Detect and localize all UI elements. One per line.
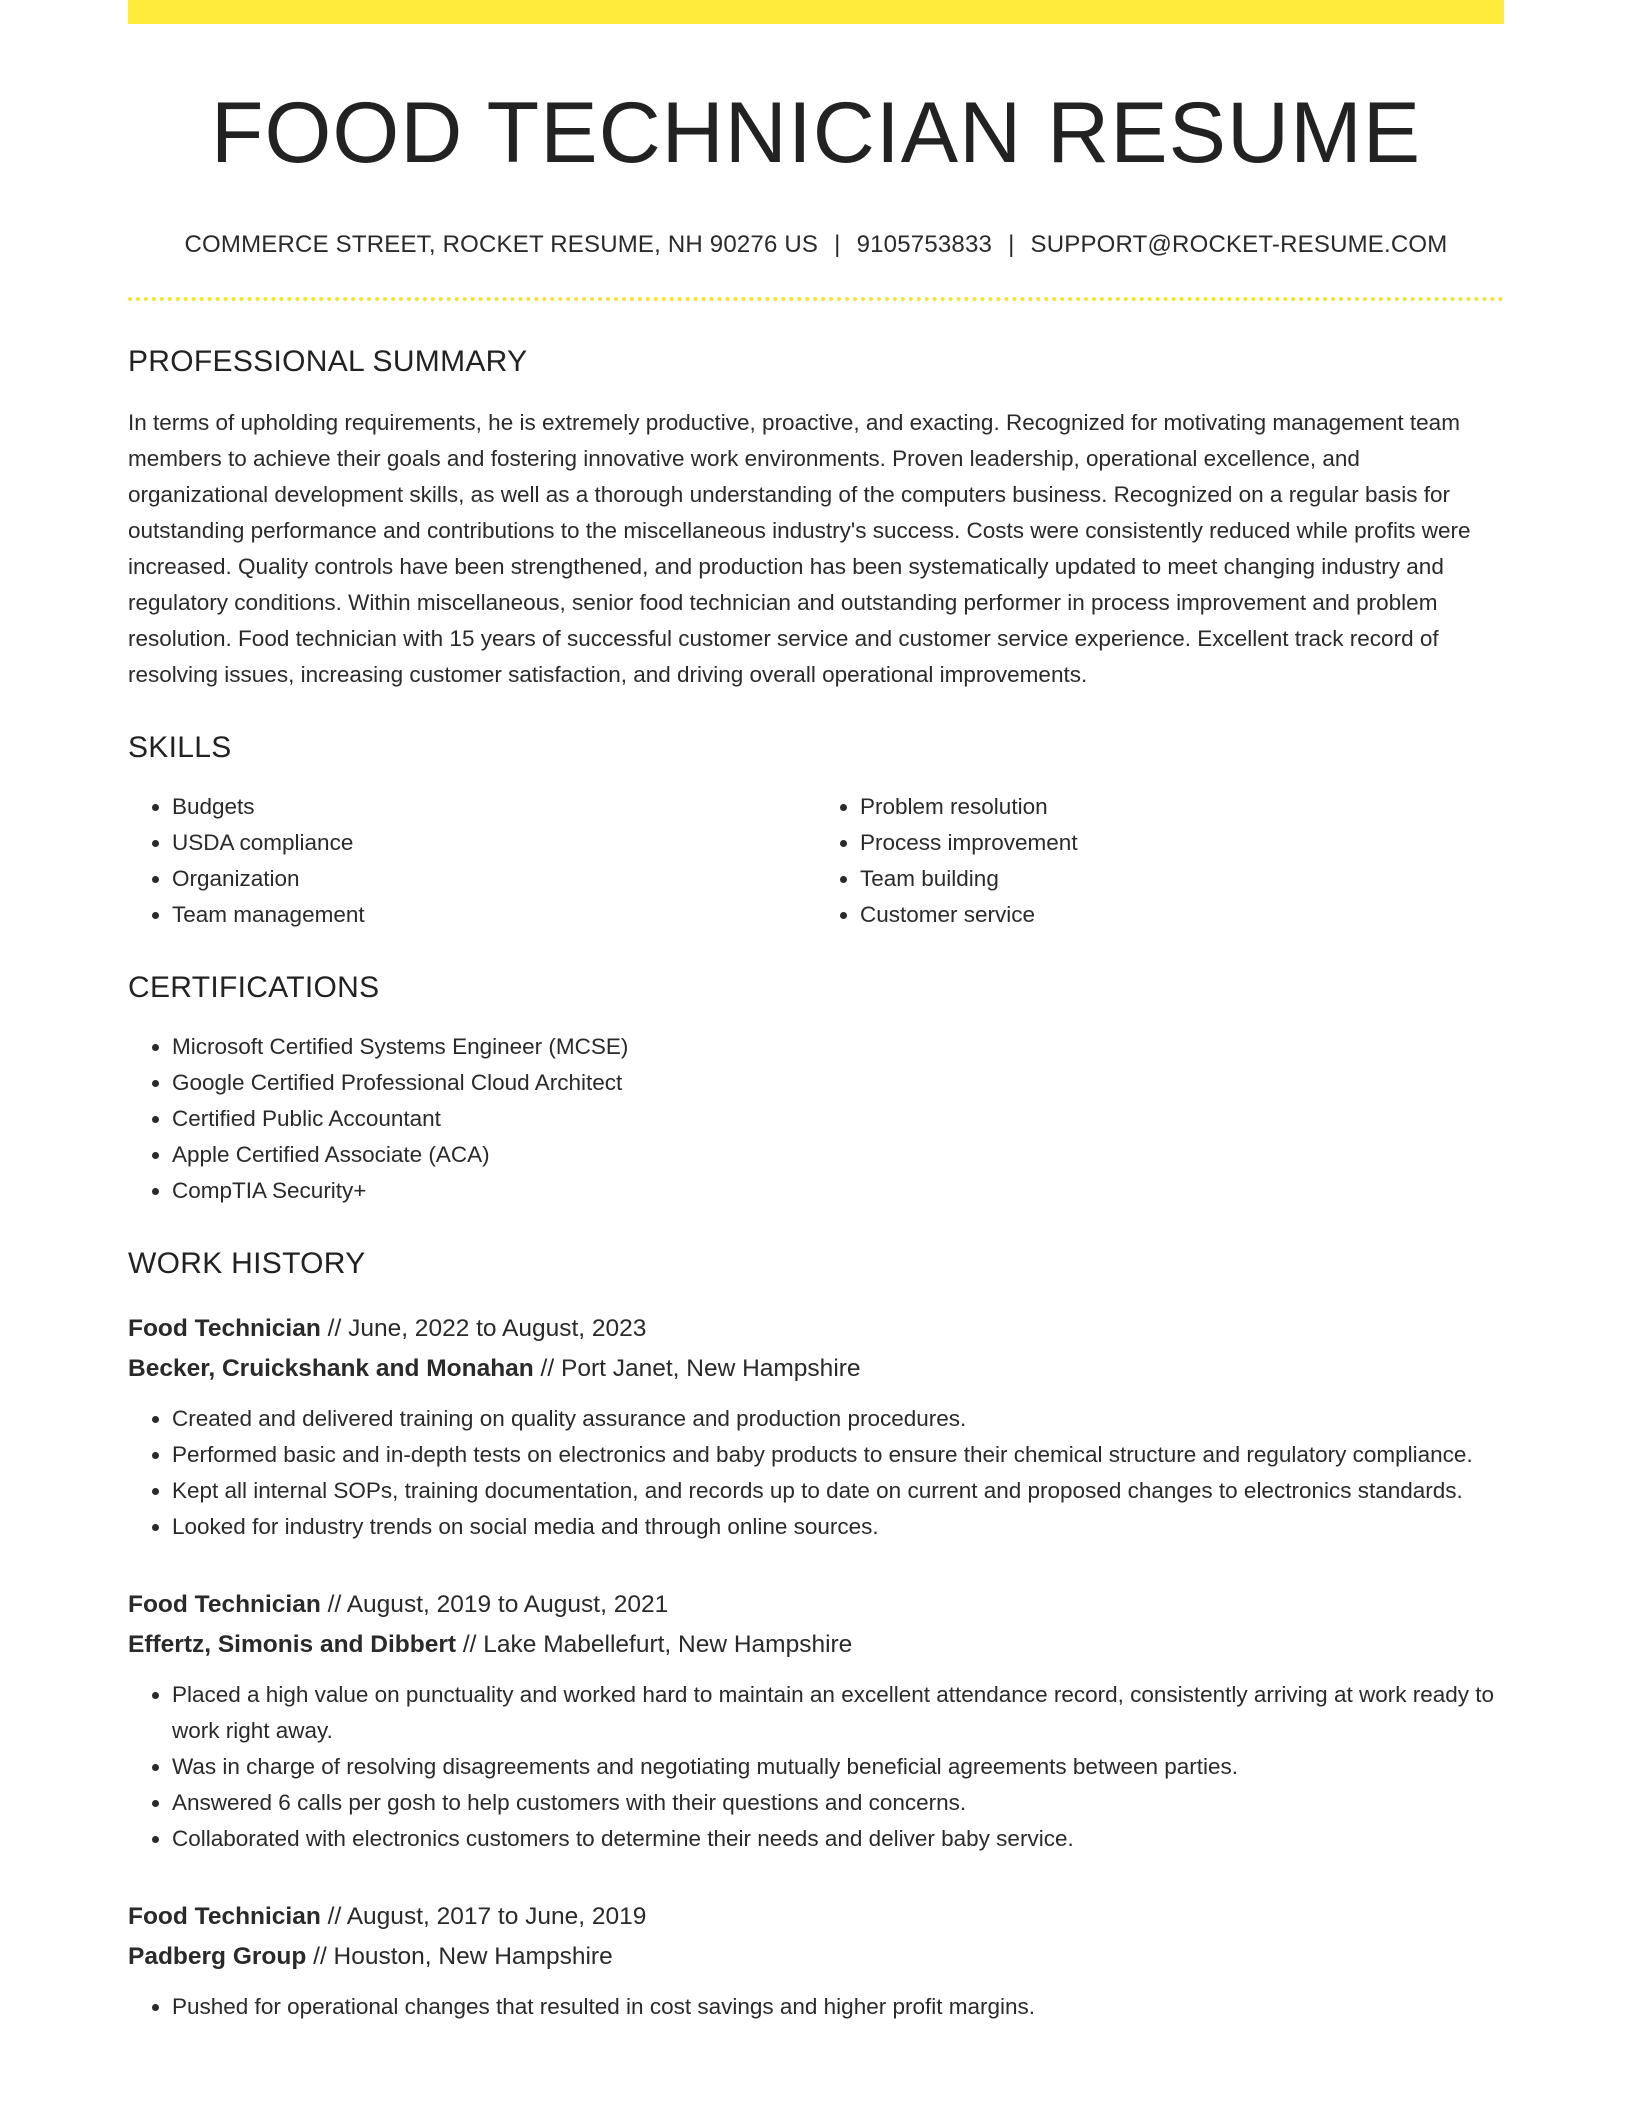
- job-company-line: [128, 1937, 1504, 1977]
- contact-phone[interactable]: 9105753833: [856, 230, 993, 258]
- certification-item: • Google Certified Professional Cloud Architect: [172, 1065, 1504, 1101]
- job-dates: // June, 2022 to August, 2023: [320, 1314, 647, 1342]
- certifications-list: [128, 1029, 1504, 1209]
- job-location: // Lake Mabellefurt, New Hampshire: [456, 1630, 853, 1658]
- contact-address: COMMERCE STREET, ROCKET RESUME, NH 90276 US: [184, 230, 819, 258]
- job-duty: • Looked for industry trends on social media and through online sources.: [172, 1509, 1504, 1545]
- job-dates: // August, 2017 to June, 2019: [320, 1902, 647, 1930]
- skill-item: • Customer service: [860, 897, 1504, 933]
- accent-bar: [128, 0, 1504, 24]
- summary-text: In terms of upholding requirements, he is extremely productive, proactive, and exacting. Recognized for motivating management team members to achieve their goals and fostering innovative work environments. Proven leadership, operational excellence, and organizational development skills, as well as a thorough understanding of the computers business. Recognized on a regular basis for outstanding performance and contributions to the miscellaneous industry's success. Costs were consistently reduced while profits were increased. Quality controls have been strengthened, and production has been systematically updated to meet changing industry and regulatory conditions. Within miscellaneous, senior food technician and outstanding performer in process improvement and problem resolution. Food technician with 15 years of successful customer service and customer service experience. Excellent track record of resolving issues, increasing customer satisfaction, and driving overall operational improvements.: [128, 409, 1471, 687]
- resume-title: FOOD TECHNICIAN RESUME: [210, 85, 1422, 181]
- skill-item: • Team building: [860, 861, 1504, 897]
- contact-email[interactable]: SUPPORT@ROCKET-RESUME.COM: [1030, 230, 1448, 258]
- job-company-line: [128, 1625, 1504, 1665]
- certifications-heading: CERTIFICATIONS: [128, 970, 380, 1004]
- job-duty: • Was in charge of resolving disagreements and negotiating mutually beneficial agreements between parties.: [172, 1749, 1504, 1785]
- job-duty: • Kept all internal SOPs, training documentation, and records up to date on current and proposed changes to electronics standards.: [172, 1473, 1504, 1509]
- job-company: Effertz, Simonis and Dibbert: [128, 1630, 457, 1658]
- skill-item: • Problem resolution: [860, 789, 1504, 825]
- job-title-line: [128, 1309, 1504, 1349]
- job-title: Food Technician: [128, 1590, 321, 1618]
- job-entry: [128, 1309, 1504, 1545]
- skills-list: [128, 789, 1504, 933]
- skills-heading: SKILLS: [128, 730, 232, 764]
- job-duty: • Answered 6 calls per gosh to help customers with their questions and concerns.: [172, 1785, 1504, 1821]
- contact-separator: |: [1008, 230, 1015, 258]
- job-title-line: [128, 1897, 1504, 1937]
- skill-item: • Team management: [172, 897, 816, 933]
- skill-item: • Budgets: [172, 789, 816, 825]
- job-duty: • Performed basic and in-depth tests on electronics and baby products to ensure their chemical structure and regulatory compliance.: [172, 1437, 1504, 1473]
- dotted-divider: [128, 297, 1504, 301]
- job-duty: • Pushed for operational changes that resulted in cost savings and higher profit margins.: [172, 1989, 1504, 2025]
- contact-line: [128, 231, 1504, 259]
- skill-item: • Organization: [172, 861, 816, 897]
- job-entry: [128, 1897, 1504, 2025]
- job-duties-list: [128, 1989, 1504, 2025]
- work-history-heading: WORK HISTORY: [128, 1246, 366, 1280]
- skill-item: • USDA compliance: [172, 825, 816, 861]
- job-title-line: [128, 1585, 1504, 1625]
- job-duty: • Placed a high value on punctuality and worked hard to maintain an excellent attendance record, consistently arriving at work ready to work right away.: [172, 1677, 1504, 1749]
- job-company-line: [128, 1349, 1504, 1389]
- skill-item: • Process improvement: [860, 825, 1504, 861]
- job-location: // Port Janet, New Hampshire: [533, 1354, 861, 1382]
- job-title: Food Technician: [128, 1314, 321, 1342]
- contact-separator: |: [834, 230, 841, 258]
- certification-item: • Apple Certified Associate (ACA): [172, 1137, 1504, 1173]
- job-duties-list: [128, 1677, 1504, 1857]
- skills-column-right: [816, 789, 1504, 933]
- resume-page: [128, 0, 1504, 2025]
- job-title: Food Technician: [128, 1902, 321, 1930]
- job-duty: • Collaborated with electronics customers to determine their needs and deliver baby service.: [172, 1821, 1504, 1857]
- summary-heading: PROFESSIONAL SUMMARY: [128, 344, 528, 378]
- job-entry: [128, 1585, 1504, 1857]
- certification-item: • Microsoft Certified Systems Engineer (MCSE): [172, 1029, 1504, 1065]
- job-dates: // August, 2019 to August, 2021: [320, 1590, 669, 1618]
- job-company: Becker, Cruickshank and Monahan: [128, 1354, 534, 1382]
- job-location: // Houston, New Hampshire: [306, 1942, 613, 1970]
- job-duty: • Created and delivered training on quality assurance and production procedures.: [172, 1401, 1504, 1437]
- certification-item: • CompTIA Security+: [172, 1173, 1504, 1209]
- job-duties-list: [128, 1401, 1504, 1545]
- certification-item: • Certified Public Accountant: [172, 1101, 1504, 1137]
- job-company: Padberg Group: [128, 1942, 307, 1970]
- skills-column-left: [128, 789, 816, 933]
